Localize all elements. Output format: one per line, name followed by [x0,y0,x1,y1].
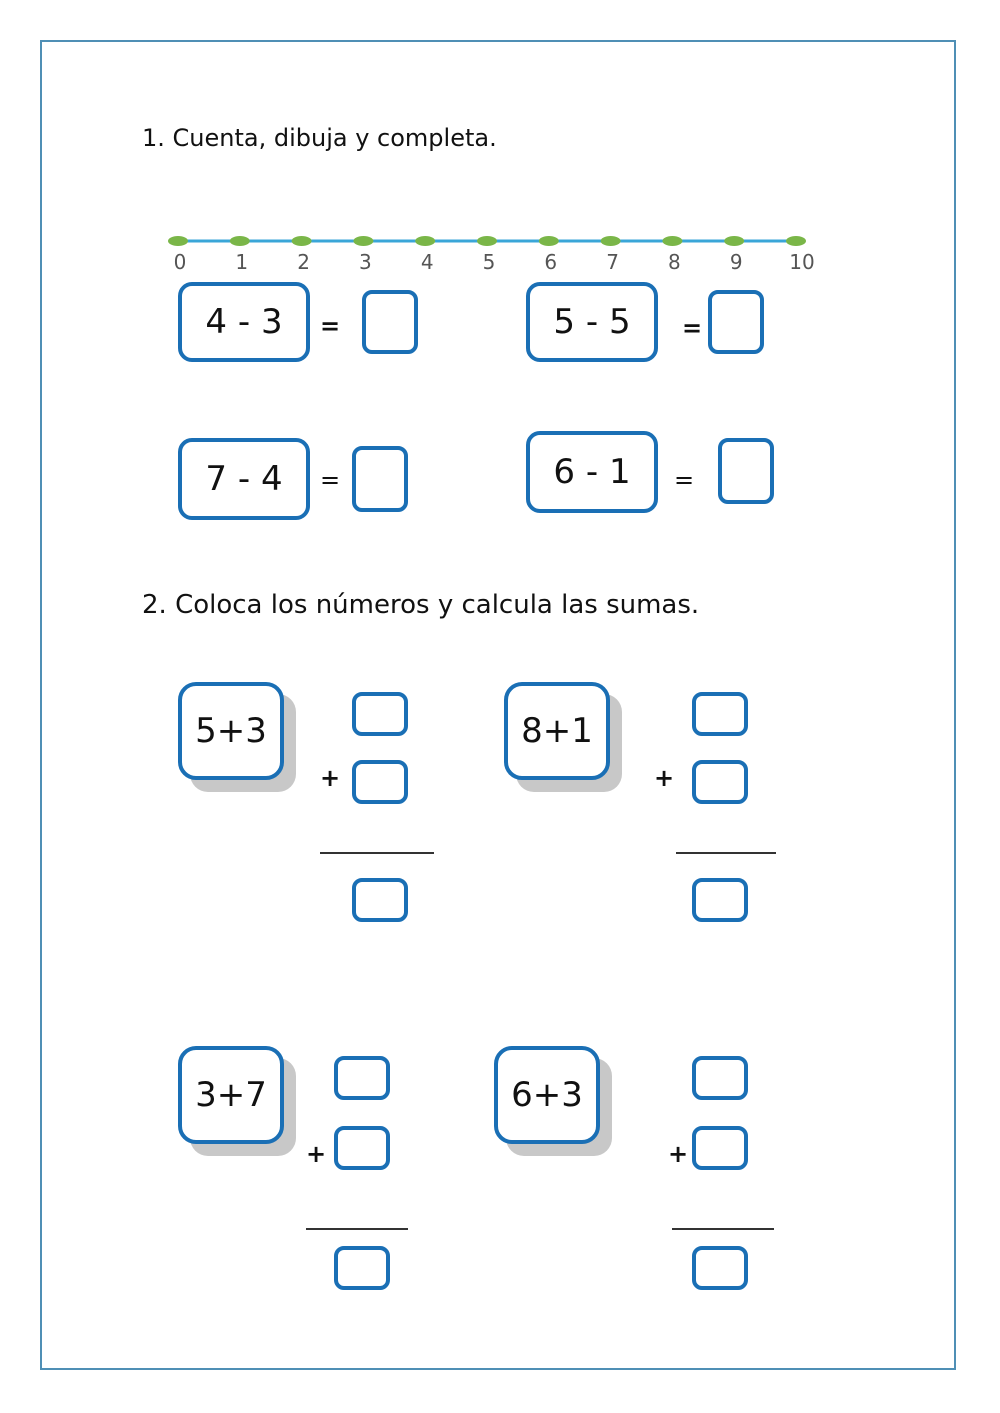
number-line-label: 7 [606,250,619,274]
addend-box-2b[interactable] [692,760,748,804]
number-line-dot [477,236,497,246]
addend-box-1a[interactable] [352,692,408,736]
answer-box-1[interactable] [362,290,418,354]
sum-line-4 [672,1228,774,1230]
equals-sign-3: = [320,466,341,494]
subtraction-expression-3: 7 - 4 [178,438,310,520]
addend-box-1b[interactable] [352,760,408,804]
number-line-dot [168,236,188,246]
equals-sign-2: = [682,314,703,342]
section-1-title: 1. Cuenta, dibuja y completa. [142,124,497,152]
sum-line-1 [320,852,434,854]
addition-expression-1: 5+3 [178,682,284,780]
addition-expression-4: 6+3 [494,1046,600,1144]
number-line-label: 8 [668,250,681,274]
plus-sign-2: + [654,764,675,792]
section-2-title: 2. Coloca los números y calcula las sumas. [142,590,700,620]
number-line-dot [662,236,682,246]
number-line-dot [415,236,435,246]
addition-expression-2: 8+1 [504,682,610,780]
plus-sign-1: + [320,764,341,792]
sum-box-4[interactable] [692,1246,748,1290]
number-line-dot [230,236,250,246]
equals-sign-1: = [320,312,341,340]
answer-box-4[interactable] [718,438,774,504]
subtraction-expression-1: 4 - 3 [178,282,310,362]
number-line-label: 3 [359,250,372,274]
equals-sign-4: = [674,466,695,494]
number-line-label: 9 [729,250,743,274]
subtraction-expression-2: 5 - 5 [526,282,658,362]
number-line-label: 4 [420,250,434,274]
number-line-dot [724,236,744,246]
number-line-dot [353,236,373,246]
number-line-dot [292,236,312,246]
addend-box-3a[interactable] [334,1056,390,1100]
plus-sign-4: + [668,1140,689,1168]
number-line [160,228,840,278]
number-line-dot [539,236,559,246]
answer-box-2[interactable] [708,290,764,354]
number-line-label: 5 [482,250,496,274]
addend-box-4b[interactable] [692,1126,748,1170]
plus-sign-3: + [306,1140,327,1168]
sum-box-2[interactable] [692,878,748,922]
number-line-dot [601,236,621,246]
addend-box-4a[interactable] [692,1056,748,1100]
number-line-label: 10 [789,250,815,274]
number-line-label: 1 [235,250,249,274]
answer-box-3[interactable] [352,446,408,512]
addend-box-3b[interactable] [334,1126,390,1170]
sum-line-2 [676,852,776,854]
addition-expression-3: 3+7 [178,1046,284,1144]
number-line-dot [786,236,806,246]
subtraction-expression-4: 6 - 1 [526,431,658,513]
addend-box-2a[interactable] [692,692,748,736]
number-line-label: 2 [297,250,310,274]
sum-box-3[interactable] [334,1246,390,1290]
number-line-label: 6 [544,250,558,274]
number-line-label: 0 [173,250,187,274]
sum-box-1[interactable] [352,878,408,922]
sum-line-3 [306,1228,408,1230]
